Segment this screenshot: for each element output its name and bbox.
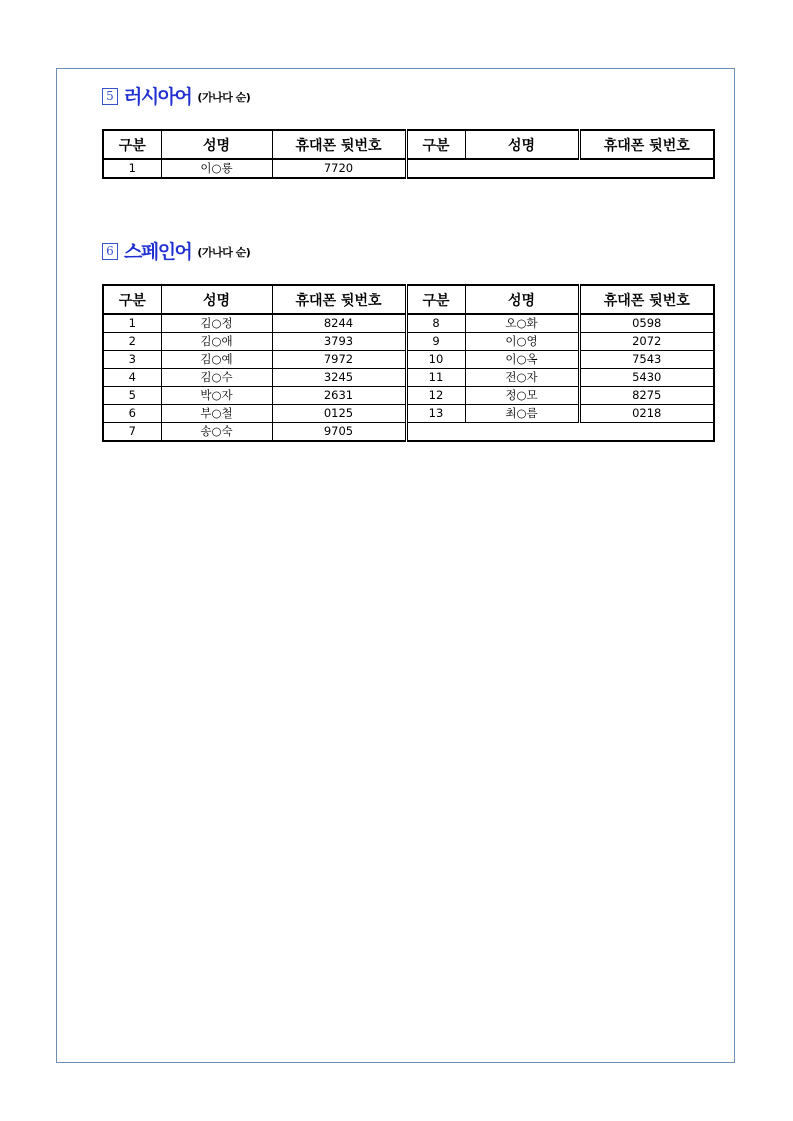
table-row <box>103 159 714 178</box>
table-row <box>103 351 714 369</box>
cell-name: 정○모 <box>465 387 579 405</box>
cell-phone: 5430 <box>579 369 714 387</box>
cell-number: 1 <box>103 159 161 178</box>
spanish-roster-table <box>102 284 715 442</box>
cell-phone: 8275 <box>579 387 714 405</box>
cell-name: 이○룡 <box>161 159 272 178</box>
russian-roster-table <box>102 129 715 179</box>
section-order-note: (가나다 순) <box>197 246 251 259</box>
table-row <box>103 405 714 423</box>
col-header-phone: 휴대폰 뒷번호 <box>579 130 714 159</box>
table-row <box>103 369 714 387</box>
table-row <box>103 423 714 442</box>
cell-number: 11 <box>406 369 465 387</box>
col-header-name: 성명 <box>465 285 579 314</box>
col-header-phone: 휴대폰 뒷번호 <box>579 285 714 314</box>
cell-number: 6 <box>103 405 161 423</box>
cell-phone: 3793 <box>272 333 406 351</box>
section-language: 러시아어 <box>124 86 192 108</box>
col-header-number: 구분 <box>406 285 465 314</box>
cell-phone: 0598 <box>579 314 714 333</box>
cell-number: 2 <box>103 333 161 351</box>
cell-number: 10 <box>406 351 465 369</box>
table-row <box>103 314 714 333</box>
col-header-phone: 휴대폰 뒷번호 <box>272 130 406 159</box>
cell-number: 13 <box>406 405 465 423</box>
cell-number: 12 <box>406 387 465 405</box>
cell-phone: 2631 <box>272 387 406 405</box>
cell-phone: 0218 <box>579 405 714 423</box>
section-number: 6 <box>102 243 118 260</box>
table-row <box>103 333 714 351</box>
col-header-name: 성명 <box>161 285 272 314</box>
cell-phone: 0125 <box>272 405 406 423</box>
section-order-note: (가나다 순) <box>197 91 251 104</box>
cell-name: 전○자 <box>465 369 579 387</box>
cell-number: 3 <box>103 351 161 369</box>
page-border <box>56 68 735 1063</box>
cell-name: 송○숙 <box>161 423 272 442</box>
col-header-number: 구분 <box>103 285 161 314</box>
cell-name: 이○옥 <box>465 351 579 369</box>
cell-phone: 2072 <box>579 333 714 351</box>
cell-name: 오○화 <box>465 314 579 333</box>
cell-empty <box>406 423 714 442</box>
cell-name: 이○영 <box>465 333 579 351</box>
table-header-row <box>103 130 714 159</box>
cell-phone: 7543 <box>579 351 714 369</box>
cell-name: 김○애 <box>161 333 272 351</box>
cell-name: 김○정 <box>161 314 272 333</box>
col-header-number: 구분 <box>406 130 465 159</box>
section-number: 5 <box>102 88 118 105</box>
cell-phone: 8244 <box>272 314 406 333</box>
cell-name: 박○자 <box>161 387 272 405</box>
section-title-russian <box>102 86 250 108</box>
table-row <box>103 387 714 405</box>
cell-name: 최○름 <box>465 405 579 423</box>
cell-number: 5 <box>103 387 161 405</box>
cell-number: 9 <box>406 333 465 351</box>
col-header-name: 성명 <box>161 130 272 159</box>
cell-number: 7 <box>103 423 161 442</box>
cell-phone: 7972 <box>272 351 406 369</box>
cell-number: 8 <box>406 314 465 333</box>
cell-name: 김○예 <box>161 351 272 369</box>
col-header-phone: 휴대폰 뒷번호 <box>272 285 406 314</box>
cell-number: 4 <box>103 369 161 387</box>
section-language: 스페인어 <box>124 241 192 263</box>
cell-name: 김○수 <box>161 369 272 387</box>
table-header-row <box>103 285 714 314</box>
cell-phone: 7720 <box>272 159 406 178</box>
cell-phone: 9705 <box>272 423 406 442</box>
cell-empty <box>406 159 714 178</box>
col-header-number: 구분 <box>103 130 161 159</box>
cell-phone: 3245 <box>272 369 406 387</box>
cell-name: 부○철 <box>161 405 272 423</box>
cell-number: 1 <box>103 314 161 333</box>
section-title-spanish <box>102 241 250 263</box>
col-header-name: 성명 <box>465 130 579 159</box>
